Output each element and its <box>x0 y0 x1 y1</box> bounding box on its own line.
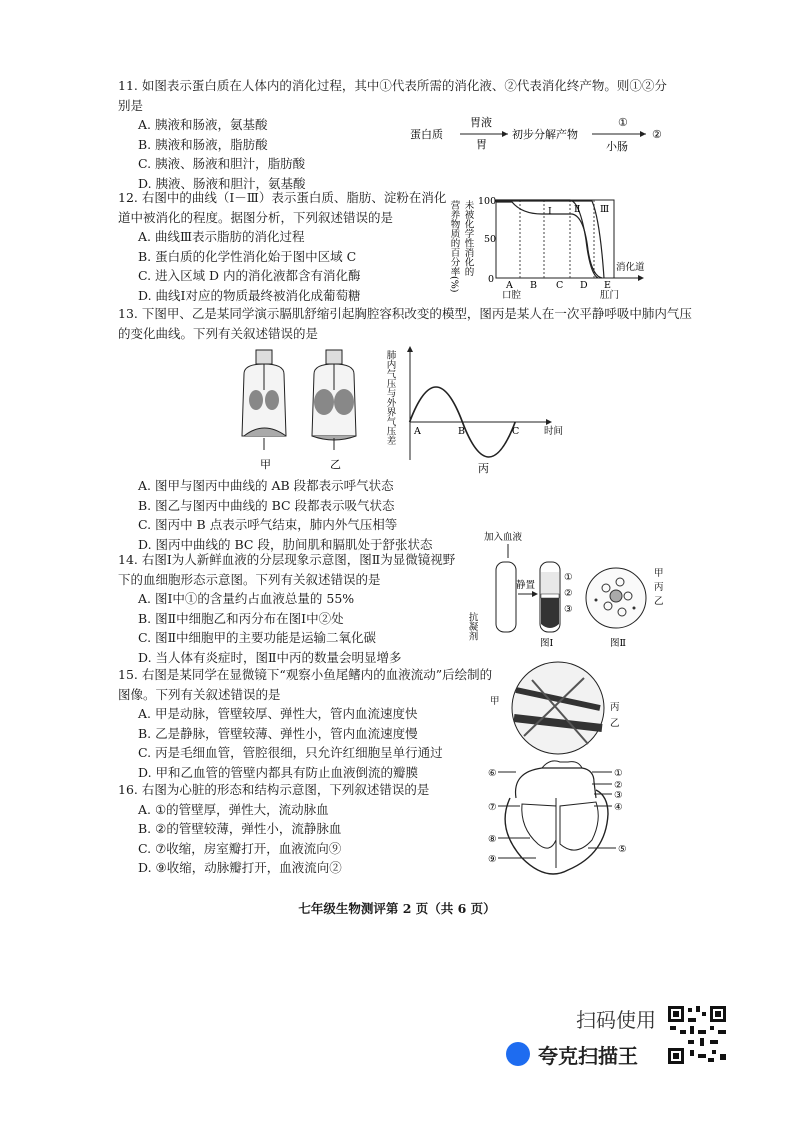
y-tick-50: 50 <box>484 234 497 245</box>
region-c: C <box>556 280 564 291</box>
option-d: D. 甲和乙血管的管壁内都具有防止血液倒流的瓣膜 <box>138 764 419 780</box>
point-c: C <box>512 426 520 437</box>
scan-to-use-label: 扫码使用 <box>576 1008 656 1032</box>
label-yi: 乙 <box>610 718 620 729</box>
label-initial-product: 初步分解产物 <box>512 128 578 141</box>
option-d: D. ⑨收缩，动脉瓣打开，血液流向② <box>138 860 342 876</box>
label-fig-1: 图Ⅰ <box>540 638 554 649</box>
label-still: 静置 <box>516 580 536 591</box>
label-cell-bing: 丙 <box>654 582 664 593</box>
label-anticoagulant: 抗凝剂 <box>466 612 478 641</box>
curve-label-ii: Ⅱ <box>574 204 581 215</box>
label-jia: 甲 <box>260 458 271 471</box>
label-9: ⑨ <box>488 854 497 865</box>
option-b: B. 蛋白质的化学性消化始于图中区域 C <box>138 248 357 264</box>
scanner-app-name: 夸克扫描王 <box>538 1044 638 1068</box>
label-cell-yi: 乙 <box>654 596 664 607</box>
question-13 <box>118 304 698 343</box>
label-time: 时间 <box>544 426 564 437</box>
fish-tail-blood-flow <box>488 660 648 758</box>
y-axis-label: 肺内气压与外界气压差 <box>384 350 396 445</box>
label-yi: 乙 <box>330 458 341 471</box>
question-stem: 15. 右图是某同学在显微镜下“观察小鱼尾鳍内的血液流动”后绘制的图像。下列有关叙述错误的是 <box>118 667 493 702</box>
label-6: ⑥ <box>488 768 497 779</box>
question-stem: 14. 右图Ⅰ为人新鲜血液的分层现象示意图，图Ⅱ为显微镜视野下的血细胞形态示意图。下列有关叙述错误的是 <box>118 552 456 587</box>
label-fig-2: 图Ⅱ <box>610 638 626 649</box>
region-b: B <box>530 280 537 291</box>
digestion-curve-chart <box>448 190 692 301</box>
label-3: ③ <box>614 790 623 801</box>
label-stomach: 胃 <box>476 138 487 151</box>
layer-2: ② <box>564 588 573 599</box>
label-two: ② <box>652 128 662 141</box>
label-gastric-juice: 胃液 <box>470 116 492 129</box>
option-a: A. 图Ⅰ中①的含量约占血液总量的 55% <box>138 591 355 607</box>
point-b: B <box>458 426 465 437</box>
option-a: A. 曲线Ⅲ表示脂肪的消化过程 <box>138 229 305 245</box>
label-tract: 消化道 <box>616 262 645 273</box>
label-2: ② <box>614 780 623 791</box>
label-5: ⑤ <box>618 844 627 855</box>
layer-3: ③ <box>564 604 573 615</box>
option-a: A. 图甲与图丙中曲线的 AB 段都表示呼气状态 <box>138 478 394 493</box>
label-add-blood: 加入血液 <box>484 532 523 543</box>
qr-code-icon[interactable] <box>666 1004 728 1066</box>
layer-1: ① <box>564 572 573 583</box>
question-14 <box>118 550 463 668</box>
scanner-brand <box>506 1004 686 1074</box>
label-1: ① <box>614 768 623 779</box>
label-bing: 丙 <box>610 702 620 713</box>
question-stem: 13. 下图甲、乙是某同学演示膈肌舒缩引起胸腔容积改变的模型，图丙是某人在一次平静呼吸中肺内气压的变化曲线。下列有关叙述错误的是 <box>118 306 692 341</box>
option-c: C. 进入区域 D 内的消化液都含有消化酶 <box>138 268 361 284</box>
heart-diagram <box>486 758 636 880</box>
label-bing: 丙 <box>478 462 489 475</box>
point-a: A <box>414 426 421 437</box>
question-13-options <box>118 476 518 554</box>
option-d: D. 当人体有炎症时，图Ⅱ中丙的数量会明显增多 <box>138 649 402 665</box>
option-b: B. 乙是静脉，管壁较薄、弹性小，管内血流速度慢 <box>138 725 418 741</box>
label-7: ⑦ <box>488 802 497 813</box>
option-b: B. 图乙与图丙中曲线的 BC 段都表示吸气状态 <box>138 497 395 513</box>
label-4: ④ <box>614 802 623 813</box>
region-d: D <box>580 280 588 291</box>
bell-jar-yi <box>312 350 356 450</box>
region-a: A <box>506 280 513 291</box>
option-b: B. 胰液和肠液，脂肪酸 <box>138 136 268 152</box>
option-d: D. 曲线Ⅰ对应的物质最终被消化成葡萄糖 <box>138 287 361 303</box>
blood-layering-diagram <box>468 528 688 652</box>
option-c: C. 丙是毛细血管，管腔很细，只允许红细胞呈单行通过 <box>138 745 443 761</box>
region-e: E <box>604 280 611 291</box>
label-8: ⑧ <box>488 834 497 845</box>
label-protein: 蛋白质 <box>410 128 443 141</box>
bell-jar-jia <box>242 350 286 450</box>
question-stem: 16. 右图为心脏的形态和结构示意图，下列叙述错误的是 <box>118 782 430 797</box>
protein-digestion-diagram <box>408 110 688 156</box>
label-cell-jia: 甲 <box>654 568 664 579</box>
option-d: D. 图丙中曲线的 BC 段，肋间肌和膈肌处于舒张状态 <box>138 536 433 552</box>
curve-ii <box>496 200 598 278</box>
option-c: C. 图丙中 B 点表示呼气结束，肺内外气压相等 <box>138 517 398 533</box>
option-b: B. ②的管壁较薄，弹性小，流静脉血 <box>138 821 342 837</box>
label-jia: 甲 <box>490 696 500 707</box>
option-a: A. 甲是动脉，管壁较厚、弹性大，管内血流速度快 <box>138 706 418 722</box>
y-tick-100: 100 <box>478 196 497 207</box>
y-tick-0: 0 <box>488 274 495 285</box>
question-stem: 11. 如图表示蛋白质在人体内的消化过程，其中①代表所需的消化液、②代表消化终产物。则①②分别是 <box>118 78 667 113</box>
lung-pressure-chart <box>384 342 578 475</box>
bell-jar-models <box>230 344 380 474</box>
label-one: ① <box>618 116 628 129</box>
option-c: C. 图Ⅱ中细胞甲的主要功能是运输二氧化碳 <box>138 630 377 646</box>
curve-label-iii: Ⅲ <box>600 204 610 215</box>
y-axis-label: 营养物质的百分率(%) <box>448 200 460 293</box>
option-a: A. 胰液和肠液，氨基酸 <box>138 117 268 133</box>
page-footer: 七年级生物测评第 2 页（共 6 页） <box>298 901 496 916</box>
label-anus: 肛门 <box>600 290 620 301</box>
label-mouth: 口腔 <box>502 290 522 301</box>
label-small-intestine: 小肠 <box>606 140 628 153</box>
option-a: A. ①的管壁厚，弹性大，流动脉血 <box>138 801 329 817</box>
question-stem: 12. 右图中的曲线（Ⅰ－Ⅲ）表示蛋白质、脂肪、淀粉在消化道中被消化的程度。据图分析，下列叙述错误的是 <box>118 190 447 225</box>
question-15 <box>118 665 498 783</box>
curve-label-i: Ⅰ <box>548 206 552 217</box>
question-12 <box>118 188 453 306</box>
option-d: D. 胰液、肠液和胆汁，氨基酸 <box>138 175 306 191</box>
option-c: C. ⑦收缩，房室瓣打开，血液流向⑨ <box>138 840 342 856</box>
question-16 <box>118 780 468 878</box>
option-c: C. 胰液、肠液和胆汁，脂肪酸 <box>138 156 306 172</box>
option-b: B. 图Ⅱ中细胞乙和丙分布在图Ⅰ中②处 <box>138 610 344 626</box>
y-axis-label-2: 未被化学性消化的 <box>462 200 474 276</box>
